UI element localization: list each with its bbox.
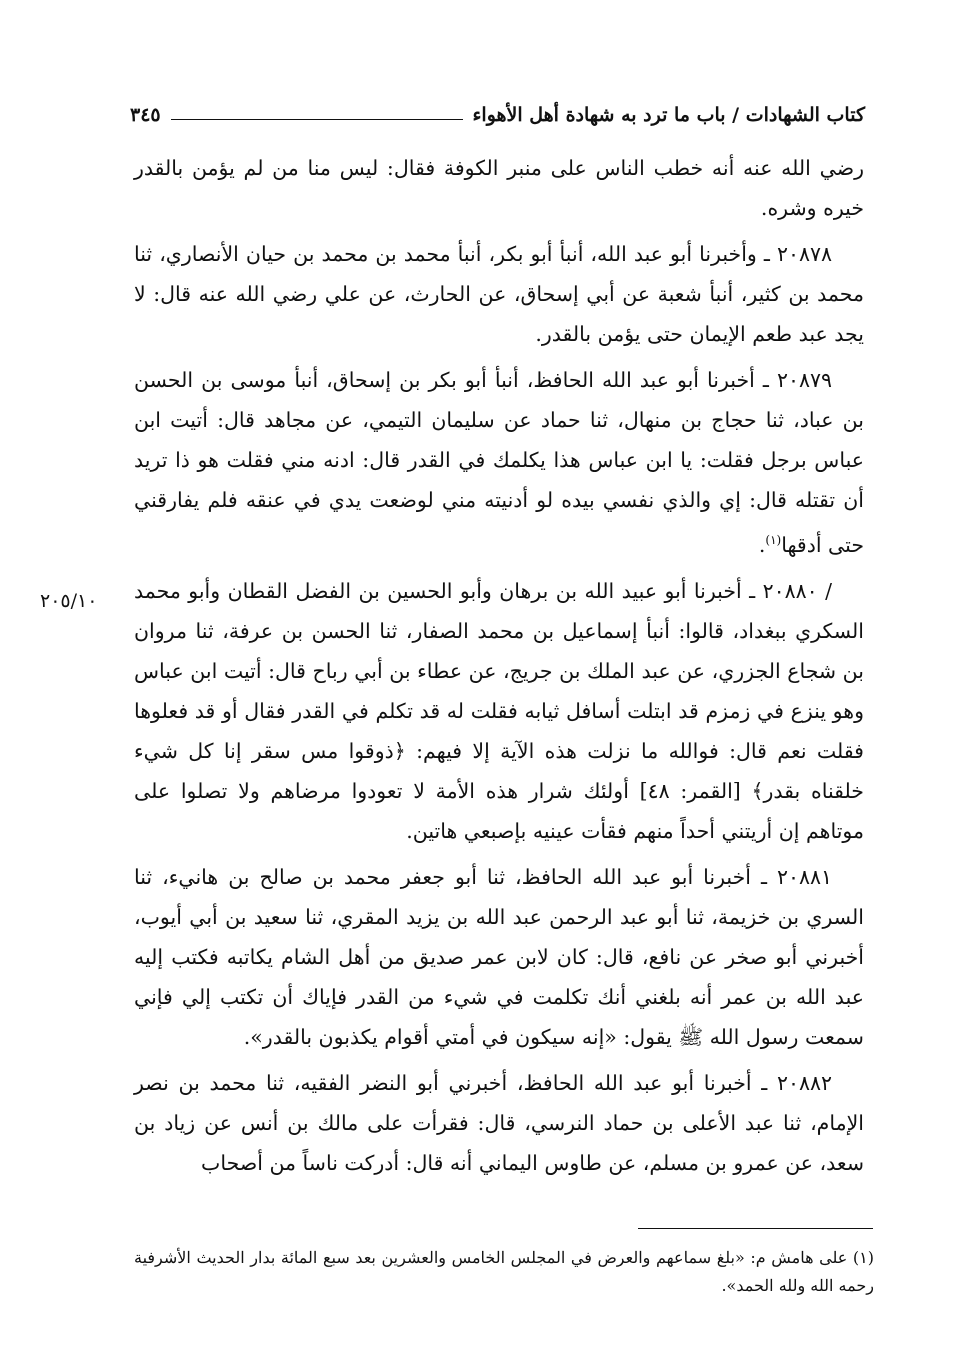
main-text [134,148,864,1189]
footnote-area [134,1244,874,1300]
hadith-20882: ٢٠٨٨٢ ـ أخبرنا أبو عبد الله الحافظ، أخبرني أبو النضر الفقيه، ثنا محمد بن نصر الإمام، ثنا عبد الأعلى بن حماد النرسي، قال: فقرأت على مالك بن أنس عن زياد بن سعد، عن عمرو بن مسلم، عن طاوس اليماني أنه قال: أدركت ناساً من أصحاب [134,1070,864,1175]
hadith-20879 [134,360,864,565]
hadith-20881: ٢٠٨٨١ ـ أخبرنا أبو عبد الله الحافظ، ثنا أبو جعفر محمد بن صالح بن هانيء، ثنا السري بن خزيمة، ثنا أبو عبد الرحمن عبد الله بن يزيد المقري، ثنا سعيد بن أبي أيوب، أخبرني أبو صخر عن نافع، قال: كان لابن عمر صديق من أهل الشام يكاتبه فكتب إليه عبد الله بن عمر أنه بلغني أنك تكلمت في شيء من القدر فإياك أن تكتب إلي فإني سمعت رسول الله ﷺ يقول: «إنه سيكون في أمتي أقوام يكذبون بالقدر». [134,864,864,1049]
header-rule [171,119,463,120]
footnote-divider [638,1228,873,1229]
page-number: ٣٤٥ [130,104,161,126]
hadith-20879-end: . [758,532,766,557]
hadith-20879-text: ٢٠٨٧٩ ـ أخبرنا أبو عبد الله الحافظ، أنبأ أبو بكر بن إسحاق، أنبأ موسى بن الحسن بن عباد، ثنا حجاج بن منهال، ثنا حماد عن سليمان التيمي، عن مجاهد قال: أتيت ابن عباس برجل فقلت: يا ابن عباس هذا يكلمك في القدر قال: ادنه مني فقلت هو ذا تريد أن تقتله قال: إي والذي نفسي بيده لو أدنيته مني لوضعت يدي في عنقه فلم يفارقني حتى أدقها [134,368,864,557]
margin-reference: ٢٠٥/١٠ [40,590,98,612]
footnote-1: (١) على هامش م: «بلغ سماعهم والعرض في المجلس الخامس والعشرين بعد سبع المائة بدار الحديث الأشرفية رحمه الله ولله الحمد». [134,1248,874,1295]
footnote-marker: (١) [765,533,782,547]
hadith-20878: ٢٠٨٧٨ ـ وأخبرنا أبو عبد الله، أنبأ أبو بكر، أنبأ محمد بن محمد بن حيان الأنصاري، ثنا محمد بن كثير، أنبأ شعبة عن أبي إسحاق، عن الحارث، عن علي رضي الله عنه قال: لا يجد عبد طعم الإيمان حتى يؤمن بالقدر. [134,242,864,346]
header-title: كتاب الشهادات / باب ما ترد به شهادة أهل الأهواء [472,104,865,126]
hadith-20880: / ٢٠٨٨٠ ـ أخبرنا أبو عبيد الله بن برهان وأبو الحسين بن الفضل القطان وأبو محمد السكري ببغداد، قالوا: أنبأ إسماعيل بن محمد الصفار، ثنا الحسن بن عرفة، ثنا مروان بن شجاع الجزري، عن عبد الملك بن جريج، عن عطاء بن أبي رباح قال: أتيت ابن عباس وهو ينزع في زمزم قد ابتلت أسافل ثيابه فقلت له قد تكلم في القدر فقال أو قد فعلوها فقلت نعم قال: فوالله ما نزلت هذه الآية إلا فيهم: ﴿ذوقوا مس سقر إنا كل شيء خلقناه بقدر﴾ [القمر: ٤٨] أولئك شرار هذه الأمة لا تعودوا مرضاهم ولا تصلوا على موتاهم إن أريتني أحداً منهم فقأت عينيه بإصبعي هاتين. [134,578,864,843]
paragraph-continuation: رضي الله عنه أنه خطب الناس على منبر الكوفة فقال: ليس منا من لم يؤمن بالقدر خيره وشره. [134,156,864,220]
running-header [130,98,865,132]
